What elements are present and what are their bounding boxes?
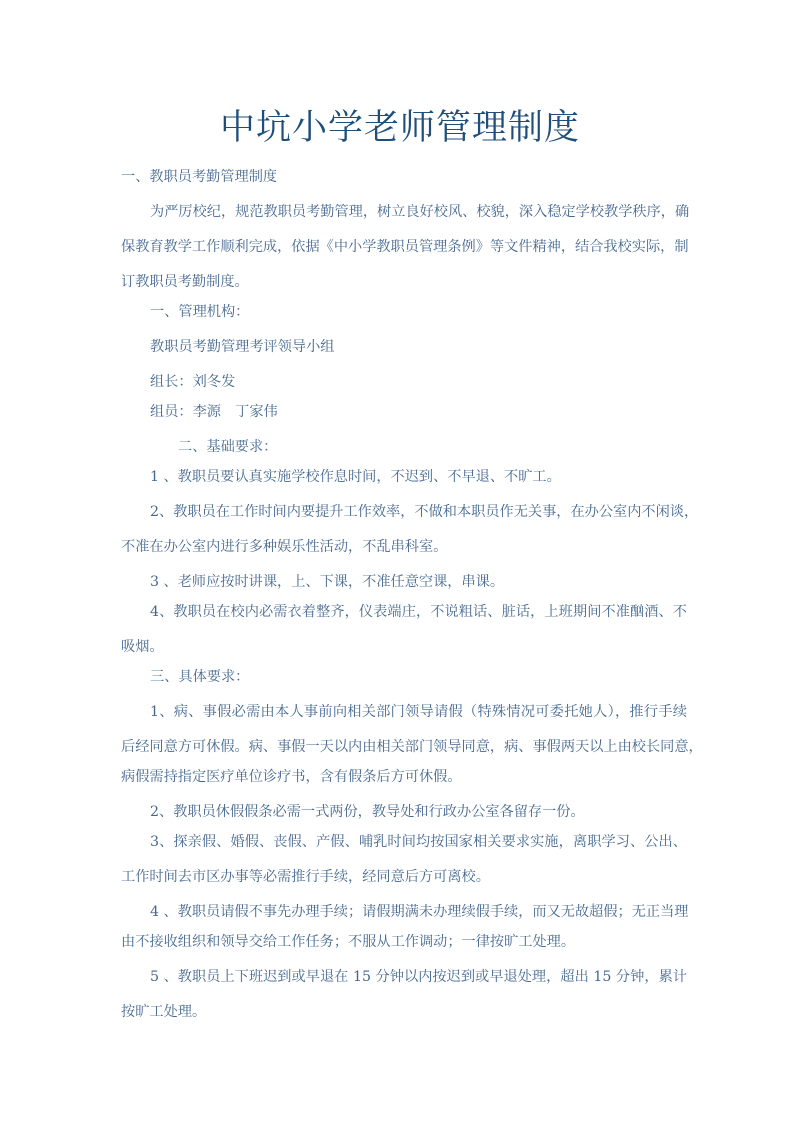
subheading-management-org: 一、管理机构： (150, 304, 250, 320)
paragraph-intro-line: 订教职员考勤制度。 (121, 274, 249, 290)
paragraph-intro-line: 保教育教学工作顺利完成，依据《中小学教职员管理条例》等文件精神，结合我校实际，制 (121, 239, 689, 255)
basic-rule-1: 1 、教职员要认真实施学校作息时间，不迟到、不早退、不旷工。 (150, 469, 561, 485)
basic-rule-2-cont: 不准在办公室内进行多种娱乐性活动，不乱串科室。 (121, 539, 448, 555)
group-members: 组员：李源 丁家伟 (150, 404, 278, 420)
section-heading-attendance: 一、教职员考勤管理制度 (121, 169, 278, 185)
specific-rule-5: 5 、教职员上下班迟到或早退在 15 分钟以内按迟到或早退处理，超出 15 分钟，累计 (150, 969, 687, 985)
specific-rule-1-cont: 后经同意方可休假。病、事假一天以内由相关部门领导同意，病、事假两天以上由校长同意， (121, 739, 703, 755)
basic-rule-4: 4、教职员在校内必需衣着整齐，仪表端庄，不说粗话、脏话，上班期间不准酗酒、不 (150, 604, 687, 620)
specific-rule-1: 1、病、事假必需由本人事前向相关部门领导请假（特殊情况可委托她人），推行手续 (150, 704, 687, 720)
group-leader: 组长：刘冬发 (150, 374, 236, 390)
basic-rule-2: 2、教职员在工作时间内要提升工作效率，不做和本职员作无关事，在办公室内不闲谈， (150, 504, 699, 520)
subheading-basic-requirements: 二、基础要求： (178, 439, 278, 455)
specific-rule-2: 2、教职员休假假条必需一式两份，教导处和行政办公室各留存一份。 (150, 804, 585, 820)
specific-rule-4-cont: 由不接收组织和领导交给工作任务；不服从工作调动；一律按旷工处理。 (121, 934, 576, 950)
paragraph-intro-line: 为严厉校纪，规范教职员考勤管理，树立良好校风、校貌，深入稳定学校教学秩序，确 (150, 204, 690, 220)
specific-rule-5-cont: 按旷工处理。 (121, 1004, 207, 1020)
document-title: 中坑小学老师管理制度 (219, 108, 580, 148)
group-name: 教职员考勤管理考评领导小组 (150, 339, 335, 355)
specific-rule-1-cont: 病假需持指定医疗单位诊疗书，含有假条后方可休假。 (121, 769, 462, 785)
basic-rule-4-cont: 吸烟。 (121, 639, 164, 655)
subheading-specific-requirements: 三、具体要求： (150, 669, 250, 685)
specific-rule-3-cont: 工作时间去市区办事等必需推行手续，经同意后方可离校。 (121, 869, 490, 885)
basic-rule-3: 3 、老师应按时讲课，上、下课，不准任意空课，串课。 (150, 574, 505, 590)
specific-rule-4: 4 、教职员请假不事先办理手续；请假期满未办理续假手续，而又无故超假；无正当理 (150, 904, 689, 920)
specific-rule-3: 3、探亲假、婚假、丧假、产假、哺乳时间均按国家相关要求实施，离职学习、公出、 (150, 834, 687, 850)
